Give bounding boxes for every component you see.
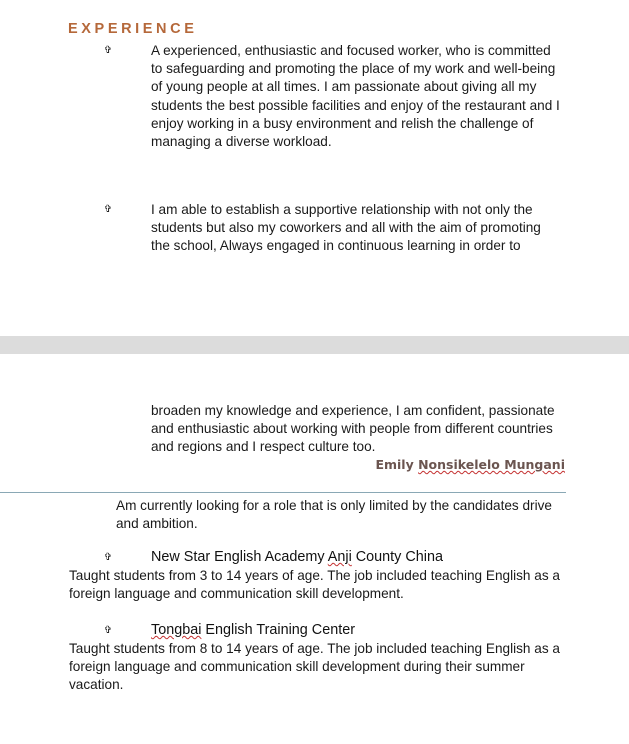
- spellcheck-word: Tongbai: [151, 622, 202, 638]
- horizontal-divider: [0, 492, 566, 493]
- job-title-2: Tongbai English Training Center: [151, 622, 356, 638]
- spellcheck-word: Anji: [327, 549, 352, 565]
- signature-last-names: Nonsikelelo Mungani: [418, 457, 565, 472]
- signature-first-name: Emily: [375, 457, 414, 472]
- section-heading-experience: EXPERIENCE: [68, 21, 198, 37]
- job-title-1: New Star English Academy Anji County China: [151, 549, 443, 565]
- objective-paragraph: Am currently looking for a role that is only limited by the candidates drive and ambition.: [116, 498, 552, 532]
- bullet-cross-icon: [102, 204, 114, 216]
- job-description-1: Taught students from 3 to 14 years of age. The job included teaching English as a foreign language and communication skill development.: [69, 568, 560, 602]
- experience-paragraph-1: A experienced, enthusiastic and focused worker, who is committed to safeguarding and promoting the place of my work and well-being of young people at all times. I am passionate about giving all my students the best possible facilities and enjoy of the restaurant and I enjoy working in a busy environment and relish the challenge of managing a diverse workload.: [151, 43, 560, 150]
- bullet-cross-icon: [102, 552, 114, 564]
- experience-paragraph-continuation: broaden my knowledge and experience, I am confident, passionate and enthusiastic about working with people from different countries and regions and I respect culture too.: [151, 403, 555, 455]
- document-page-top: [0, 0, 629, 336]
- page-break-gap: [0, 336, 629, 354]
- bullet-cross-icon: [102, 45, 114, 57]
- job-description-2: Taught students from 8 to 14 years of age. The job included teaching English as a foreign language and communication skill development during their summer vacation.: [69, 641, 560, 693]
- author-signature: [375, 457, 565, 472]
- experience-paragraph-2: I am able to establish a supportive relationship with not only the students but also my coworkers and all with the aim of promoting the school, Always engaged in continuous learning in order to: [151, 202, 541, 254]
- bullet-cross-icon: [102, 625, 114, 637]
